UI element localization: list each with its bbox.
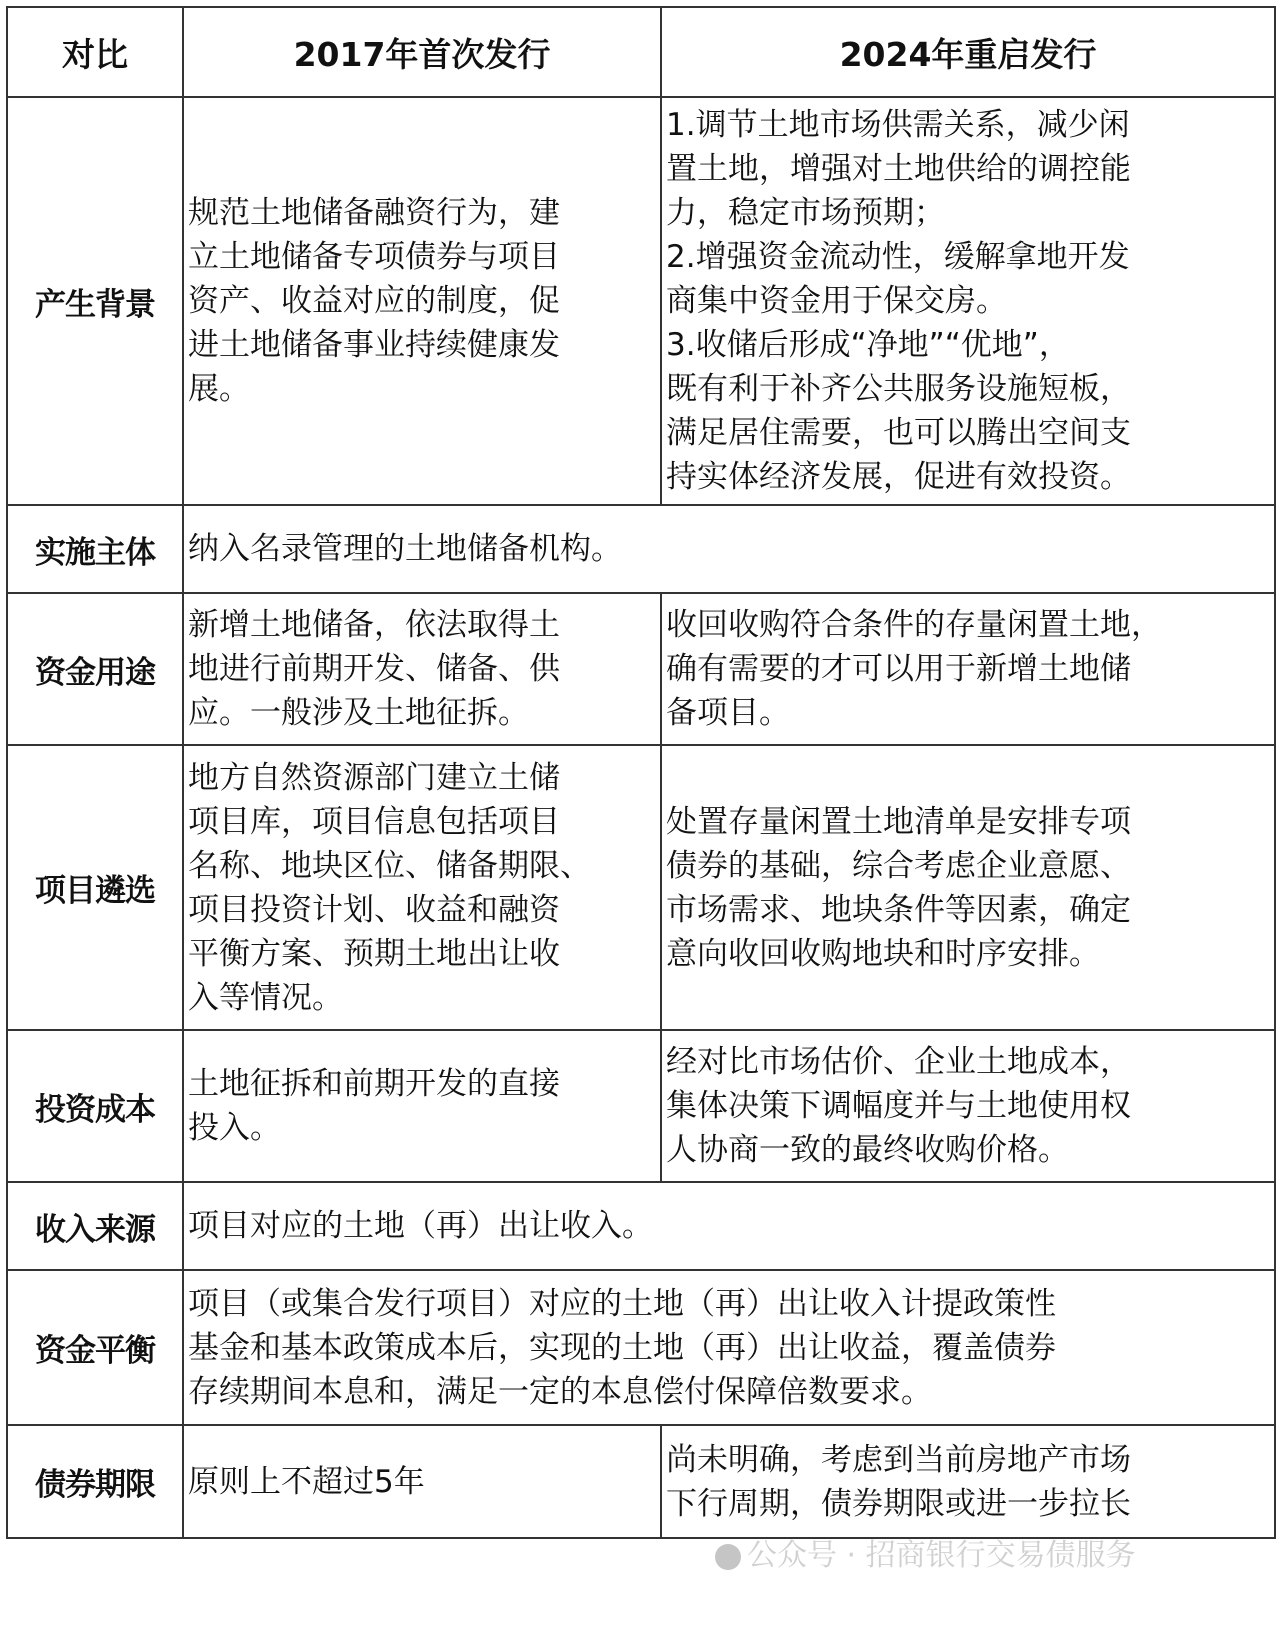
text-line: 进土地储备事业持续健康发 [188,327,560,363]
text-line: 持实体经济发展，促进有效投资。 [666,459,1131,495]
cell-2017 [183,593,661,745]
table-row [7,1270,1275,1425]
text-line: 债券的基础，综合考虑企业意愿、 [666,847,1131,884]
row-label: 实施主体 [7,505,183,593]
text-line: 入等情况。 [188,979,343,1016]
text-line: 项目库，项目信息包括项目 [188,803,560,840]
cell-2024 [661,593,1275,745]
text-line: 原则上不超过5年 [188,1463,425,1500]
text-line: 应。一般涉及土地征拆。 [188,695,529,731]
text-line: 备项目。 [666,695,790,731]
header-row [7,7,1275,97]
row-label: 债券期限 [7,1425,183,1538]
cell-merged [183,1270,1275,1425]
text-line: 尚未明确，考虑到当前房地产市场 [666,1441,1131,1478]
cell-2024 [661,1030,1275,1182]
text-line: 项目投资计划、收益和融资 [188,891,560,928]
text-line: 地方自然资源部门建立土储 [188,759,560,796]
text-line: 规范土地储备融资行为，建 [188,195,560,231]
cell-2024 [661,97,1275,505]
text-line: 下行周期，债券期限或进一步拉长 [666,1485,1131,1522]
comparison-table [6,6,1276,1539]
cell-merged: 项目对应的土地（再）出让收入。 [183,1182,1275,1270]
text-line: 投入。 [188,1110,281,1146]
cell-2017 [183,1425,661,1538]
row-label: 资金用途 [7,593,183,745]
text-line: 确有需要的才可以用于新增土地储 [666,651,1131,687]
text-line: 3.收储后形成“净地”“优地”， [666,327,1070,363]
text-line: 满足居住需要，也可以腾出空间支 [666,415,1131,451]
text-line: 人协商一致的最终收购价格。 [666,1132,1069,1168]
text-line: 置土地，增强对土地供给的调控能 [666,151,1131,187]
table-row [7,1182,1275,1270]
text-line: 力，稳定市场预期； [666,195,945,231]
text-line: 2.增强资金流动性，缓解拿地开发 [666,239,1130,275]
watermark-text: 公众号 · 招商银行交易债服务 [747,1538,1136,1573]
cell-2024 [661,745,1275,1030]
header-compare: 对比 [7,7,183,97]
text-line: 1.调节土地市场供需关系，减少闲 [666,107,1130,143]
table-row [7,505,1275,593]
row-label: 投资成本 [7,1030,183,1182]
header-2017: 2017年首次发行 [183,7,661,97]
text-line: 收回收购符合条件的存量闲置土地， [666,607,1162,643]
text-line: 土地征拆和前期开发的直接 [188,1066,560,1102]
cell-2017 [183,1030,661,1182]
row-label: 项目遴选 [7,745,183,1030]
table-row [7,1425,1275,1538]
text-line: 意向收回收购地块和时序安排。 [666,935,1100,972]
text-line: 资产、收益对应的制度，促 [188,283,560,319]
cell-2017 [183,97,661,505]
text-line: 处置存量闲置土地清单是安排专项 [666,803,1131,840]
text-line: 新增土地储备，依法取得土 [188,607,560,643]
text-line: 立土地储备专项债券与项目 [188,239,560,275]
text-line: 经对比市场估价、企业土地成本， [666,1044,1131,1080]
text-line: 存续期间本息和，满足一定的本息偿付保障倍数要求。 [188,1373,932,1410]
text-line: 市场需求、地块条件等因素，确定 [666,891,1131,928]
header-2024: 2024年重启发行 [661,7,1275,97]
text-line: 名称、地块区位、储备期限、 [188,847,591,884]
text-line: 既有利于补齐公共服务设施短板， [666,371,1131,407]
cell-merged: 纳入名录管理的土地储备机构。 [183,505,1275,593]
text-line: 平衡方案、预期土地出让收 [188,935,560,972]
cell-2017 [183,745,661,1030]
text-line: 地进行前期开发、储备、供 [188,651,560,687]
row-label: 收入来源 [7,1182,183,1270]
text-line: 展。 [188,371,250,407]
table-row [7,593,1275,745]
text-line: 项目（或集合发行项目）对应的土地（再）出让收入计提政策性 [188,1285,1056,1322]
table-row [7,745,1275,1030]
table-row [7,97,1275,505]
cell-2024 [661,1425,1275,1538]
wechat-icon [715,1544,741,1570]
text-line: 集体决策下调幅度并与土地使用权 [666,1088,1131,1124]
text-line: 商集中资金用于保交房。 [666,283,1007,319]
row-label: 产生背景 [7,97,183,505]
table-row [7,1030,1275,1182]
row-label: 资金平衡 [7,1270,183,1425]
text-line: 基金和基本政策成本后，实现的土地（再）出让收益，覆盖债券 [188,1329,1056,1366]
